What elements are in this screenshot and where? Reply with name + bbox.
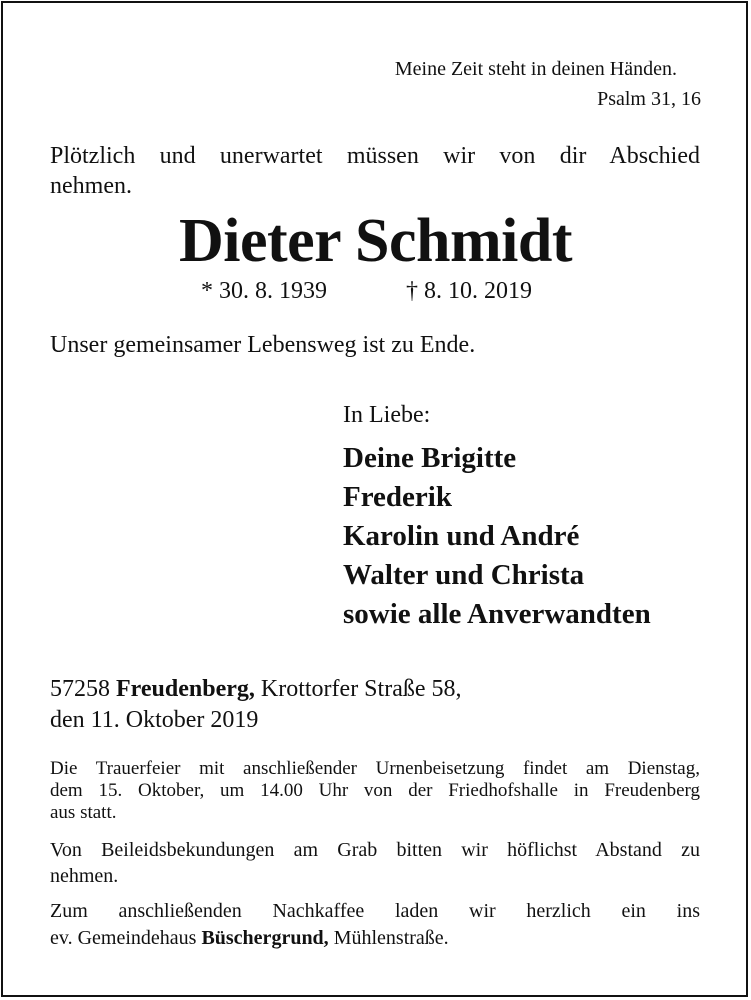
family-intro: In Liebe: bbox=[343, 402, 431, 428]
family-member: Frederik bbox=[343, 481, 452, 513]
deceased-name: Dieter Schmidt bbox=[178, 207, 573, 275]
birth-date: * 30. 8. 1939 bbox=[201, 278, 327, 304]
date-line: den 11. Oktober 2019 bbox=[50, 707, 259, 733]
intro-line-1: Plötzlich und unerwartet müssen wir von dir Abschied bbox=[50, 143, 700, 169]
family-member: Karolin und André bbox=[343, 520, 580, 552]
motto-reference: Psalm 31, 16 bbox=[597, 88, 701, 110]
coffee-prefix: ev. Gemeindehaus bbox=[50, 927, 197, 949]
ceremony-line-3: aus statt. bbox=[50, 802, 117, 823]
condolences-line-2: nehmen. bbox=[50, 865, 119, 887]
family-member: Deine Brigitte bbox=[343, 442, 517, 474]
family-member: Walter und Christa bbox=[343, 559, 585, 591]
motto-quote: Meine Zeit steht in deinen Händen. bbox=[394, 58, 677, 80]
ceremony-line-2: dem 15. Oktober, um 14.00 Uhr von der Friedhofshalle in Freudenberg bbox=[50, 780, 700, 801]
street: Krottorfer Straße 58, bbox=[260, 676, 462, 702]
postal-code: 57258 bbox=[50, 676, 110, 702]
family-member: sowie alle Anverwandten bbox=[343, 598, 651, 630]
coffee-suffix: Mühlenstraße. bbox=[333, 927, 449, 949]
coffee-place: Büschergrund, bbox=[201, 927, 329, 949]
coffee-line-1: Zum anschließenden Nachkaffee laden wir herzlich ein ins bbox=[50, 900, 700, 922]
condolences-line-1: Von Beileidsbekundungen am Grab bitten wir höflichst Abstand zu bbox=[50, 839, 700, 861]
closing-line: Unser gemeinsamer Lebensweg ist zu Ende. bbox=[50, 332, 476, 358]
ceremony-line-1: Die Trauerfeier mit anschließender Urnenbeisetzung findet am Dienstag, bbox=[50, 758, 700, 779]
death-date: † 8. 10. 2019 bbox=[406, 278, 532, 304]
address-line bbox=[50, 676, 462, 703]
intro-line-2: nehmen. bbox=[50, 173, 132, 199]
coffee-line-2 bbox=[50, 926, 449, 950]
city: Freudenberg, bbox=[116, 676, 255, 702]
